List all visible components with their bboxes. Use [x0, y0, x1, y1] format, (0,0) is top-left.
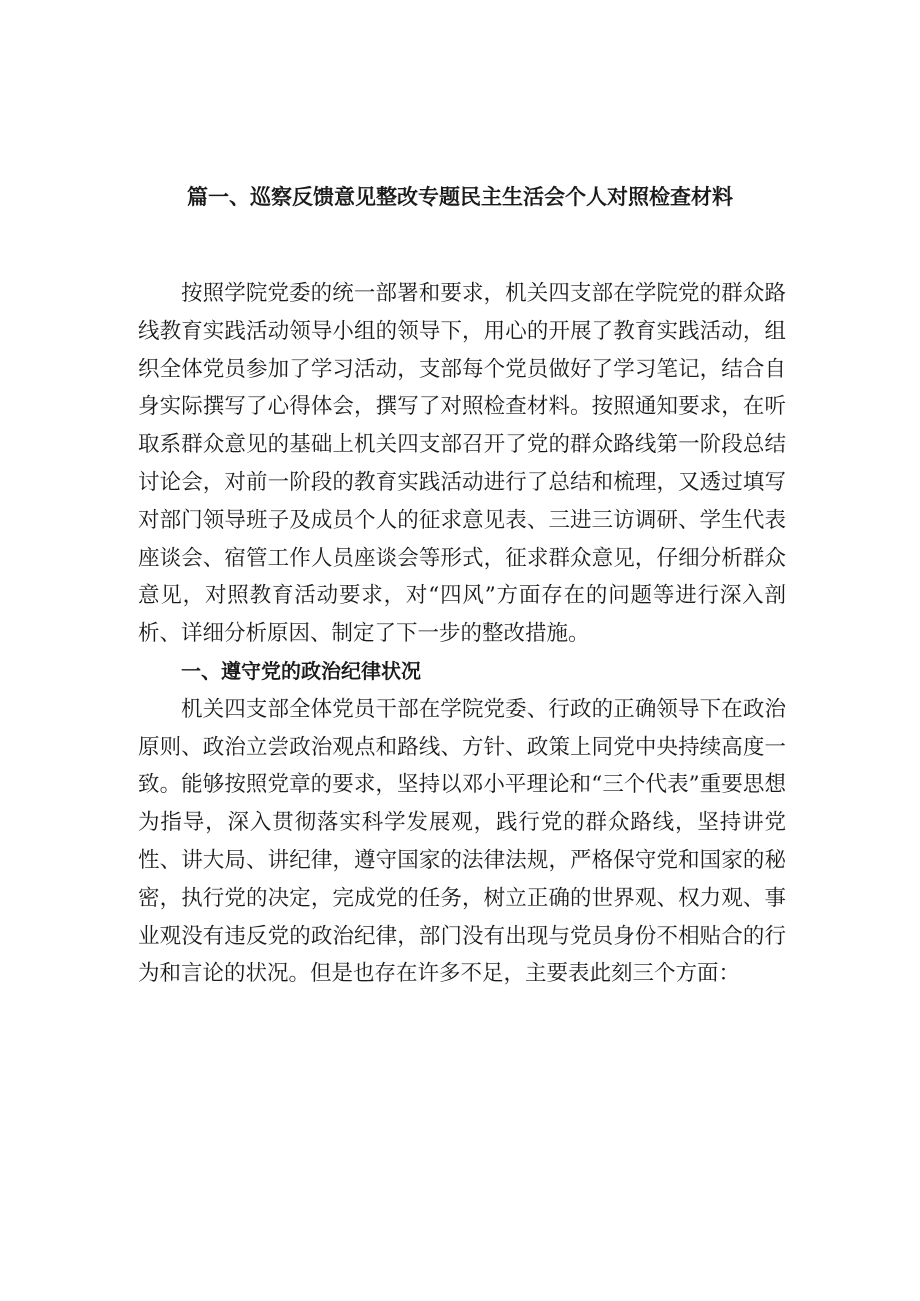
document-body [138, 275, 786, 993]
section-heading-1: 一、遵守党的政治纪律状况 [181, 658, 421, 683]
intro-paragraph: 按照学院党委的统一部署和要求，机关四支部在学院党的群众路线教育实践活动领导小组的领导下，用心的开展了教育实践活动，组织全体党员参加了学习活动，支部每个党员做好了学习笔记，结合自身实际撰写了心得体会，撰写了对照检查材料。按照通知要求，在听取系群众意见的基础上机关四支部召开了党的群众路线第一阶段总结讨论会，对前一阶段的教育实践活动进行了总结和梳理，又透过填写对部门领导班子及成员个人的征求意见表、三进三访调研、学生代表座谈会、宿管工作人员座谈会等形式，征求群众意见，仔细分析群众意见，对照教育活动要求，对“四风”方面存在的问题等进行深入剖析、详细分析原因、制定了下一步的整改措施。 [138, 281, 786, 647]
section-1-paragraph: 机关四支部全体党员干部在学院党委、行政的正确领导下在政治原则、政治立尝政治观点和路线、方针、政策上同党中央持续高度一致。能够按照党章的要求，坚持以邓小平理论和“三个代表”重要思想为指导，深入贯彻落实科学发展观，践行党的群众路线，坚持讲党性、讲大局、讲纪律，遵守国家的法律法规，严格保守党和国家的秘密，执行党的决定，完成党的任务，树立正确的世界观、权力观、事业观没有违反党的政治纪律，部门没有出现与党员身份不相贴合的行为和言论的状况。但是也存在许多不足，主要表此刻三个方面： [138, 696, 786, 987]
document-title: 篇一、巡察反馈意见整改专题民主生活会个人对照检查材料 [187, 185, 733, 209]
